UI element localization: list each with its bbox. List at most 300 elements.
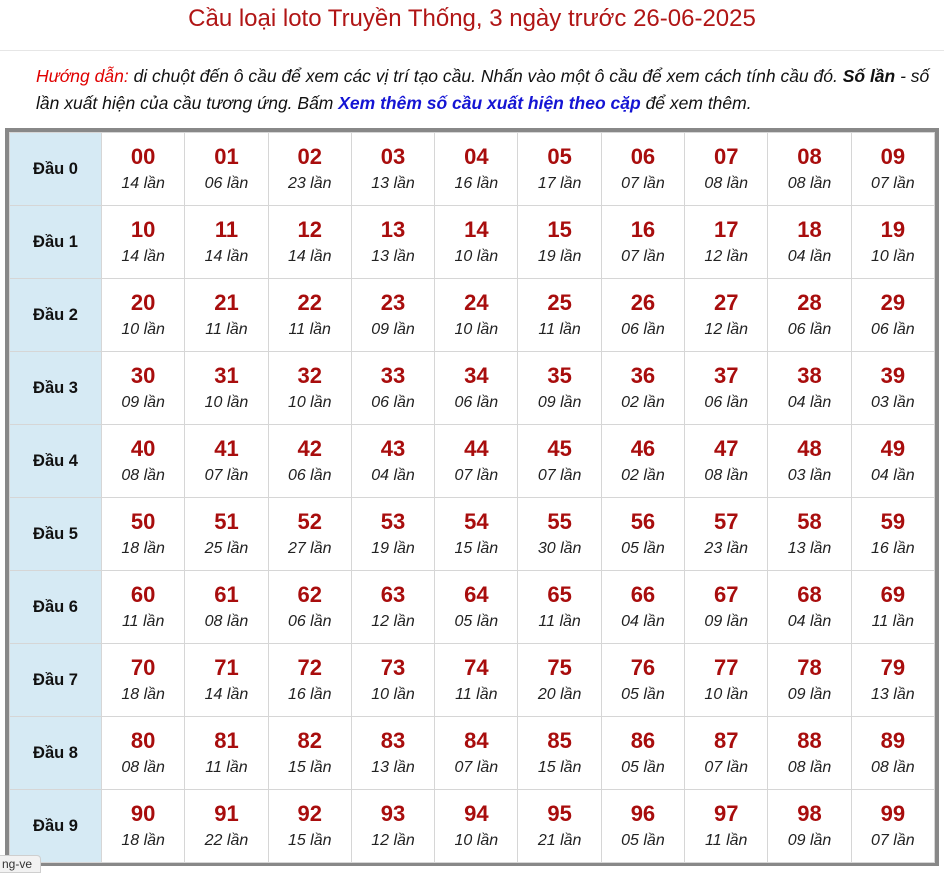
- occurrence-count: 12 lần: [371, 831, 415, 849]
- occurrence-count: 06 lần: [371, 393, 415, 411]
- loto-cell[interactable]: [768, 425, 851, 498]
- loto-cell[interactable]: [185, 790, 268, 863]
- occurrence-count: 10 lần: [287, 393, 332, 411]
- loto-number: 76: [630, 654, 656, 680]
- occurrence-count: 17 lần: [537, 174, 582, 192]
- loto-number: 82: [297, 727, 322, 753]
- occurrence-count: 09 lần: [537, 393, 582, 411]
- occurrence-count: 15 lần: [454, 539, 499, 557]
- loto-number: 08: [797, 143, 822, 169]
- loto-cell[interactable]: [185, 206, 268, 279]
- table-row: [10, 206, 935, 279]
- loto-number: 56: [630, 508, 656, 534]
- loto-cell[interactable]: [851, 425, 934, 498]
- loto-cell[interactable]: [851, 133, 934, 206]
- occurrence-count: 27 lần: [287, 539, 332, 557]
- loto-cell[interactable]: [768, 279, 851, 352]
- instructions-text-1: di chuột đến ô cầu để xem các vị trí tạo cầu. Nhấn vào một ô cầu để xem cách tính cầu đó.: [128, 66, 843, 86]
- loto-cell[interactable]: [102, 644, 185, 717]
- loto-cell[interactable]: [518, 133, 601, 206]
- loto-number: 60: [130, 581, 156, 607]
- loto-cell[interactable]: [268, 571, 351, 644]
- loto-cell[interactable]: [102, 571, 185, 644]
- occurrence-count: 13 lần: [871, 685, 915, 703]
- loto-number: 93: [380, 800, 406, 826]
- loto-number: 90: [130, 800, 156, 826]
- loto-cell[interactable]: [768, 644, 851, 717]
- occurrence-count: 11 lần: [538, 320, 581, 338]
- status-bar-url: ng-ve: [0, 855, 41, 873]
- occurrence-count: 19 lần: [371, 539, 415, 557]
- instructions-text-2: - số lần xuất hiện của cầu tương ứng. Bấm: [36, 66, 930, 113]
- loto-number: 34: [464, 362, 489, 388]
- loto-number: 61: [214, 581, 239, 607]
- occurrence-count: 18 lần: [121, 831, 165, 849]
- occurrence-count: 22 lần: [204, 831, 249, 849]
- loto-number: 09: [880, 143, 906, 169]
- loto-cell[interactable]: [185, 425, 268, 498]
- loto-cell[interactable]: [601, 279, 684, 352]
- loto-cell[interactable]: [351, 717, 434, 790]
- loto-cell[interactable]: [685, 425, 768, 498]
- occurrence-count: 16 lần: [287, 685, 332, 703]
- loto-number: 94: [464, 800, 489, 826]
- loto-cell[interactable]: [601, 352, 684, 425]
- occurrence-count: 06 lần: [787, 320, 832, 338]
- loto-number: 07: [713, 143, 739, 169]
- loto-number: 55: [547, 508, 572, 534]
- occurrence-count: 13 lần: [787, 539, 832, 557]
- occurrence-count: 08 lần: [121, 758, 165, 776]
- loto-cell[interactable]: [851, 571, 934, 644]
- occurrence-count: 07 lần: [204, 466, 249, 484]
- loto-cell[interactable]: [685, 644, 768, 717]
- occurrence-count: 11 lần: [455, 685, 498, 703]
- loto-cell[interactable]: [685, 133, 768, 206]
- loto-cell[interactable]: [268, 279, 351, 352]
- occurrence-count: 03 lần: [871, 393, 915, 411]
- table-row: [10, 717, 935, 790]
- loto-cell[interactable]: [685, 352, 768, 425]
- loto-number: 35: [547, 362, 572, 388]
- loto-number: 59: [880, 508, 906, 534]
- occurrence-count: 11 lần: [205, 758, 248, 776]
- loto-number: 72: [297, 654, 322, 680]
- occurrence-count: 07 lần: [871, 831, 915, 849]
- loto-number: 92: [297, 800, 322, 826]
- occurrence-count: 07 lần: [621, 247, 665, 265]
- loto-cell[interactable]: [185, 279, 268, 352]
- loto-number: 91: [214, 800, 239, 826]
- loto-cell[interactable]: [435, 425, 518, 498]
- loto-number: 33: [380, 362, 406, 388]
- loto-number: 22: [297, 289, 322, 315]
- occurrence-count: 11 lần: [205, 320, 248, 338]
- loto-number: 40: [130, 435, 156, 461]
- table-row: [10, 279, 935, 352]
- loto-number: 74: [464, 654, 489, 680]
- occurrence-count: 23 lần: [704, 539, 749, 557]
- loto-cell[interactable]: [268, 644, 351, 717]
- loto-cell[interactable]: [768, 352, 851, 425]
- occurrence-count: 14 lần: [121, 247, 165, 265]
- loto-cell[interactable]: [435, 498, 518, 571]
- table-row: [10, 644, 935, 717]
- loto-cell[interactable]: [268, 352, 351, 425]
- row-head-label: Đầu 7: [10, 644, 102, 717]
- loto-cell[interactable]: [601, 790, 684, 863]
- occurrence-count: 08 lần: [871, 758, 915, 776]
- occurrence-count: 05 lần: [621, 539, 665, 557]
- loto-number: 80: [130, 727, 156, 753]
- page-title: Cầu loại loto Truyền Thống, 3 ngày trước 26-06-2025: [188, 5, 756, 32]
- occurrence-count: 19 lần: [537, 247, 582, 265]
- loto-cell[interactable]: [435, 352, 518, 425]
- loto-cell[interactable]: [601, 498, 684, 571]
- loto-cell[interactable]: [518, 790, 601, 863]
- loto-cell[interactable]: [685, 717, 768, 790]
- loto-cell[interactable]: [268, 425, 351, 498]
- loto-cell[interactable]: [435, 790, 518, 863]
- occurrence-count: 10 lần: [454, 320, 499, 338]
- loto-number: 57: [713, 508, 739, 534]
- loto-number: 01: [214, 143, 239, 169]
- loto-cell[interactable]: [851, 717, 934, 790]
- loto-number: 47: [713, 435, 739, 461]
- occurrence-count: 18 lần: [121, 539, 165, 557]
- loto-number: 81: [214, 727, 239, 753]
- occurrence-count: 14 lần: [204, 685, 249, 703]
- loto-number: 70: [130, 654, 156, 680]
- loto-number: 69: [880, 581, 906, 607]
- table-row: [10, 133, 935, 206]
- loto-cell[interactable]: [768, 717, 851, 790]
- loto-number: 51: [214, 508, 239, 534]
- loto-cell[interactable]: [685, 498, 768, 571]
- loto-cell[interactable]: [601, 717, 684, 790]
- loto-cell[interactable]: [351, 790, 434, 863]
- loto-cell[interactable]: [435, 644, 518, 717]
- loto-cell[interactable]: [268, 717, 351, 790]
- loto-cell[interactable]: [351, 644, 434, 717]
- occurrence-count: 05 lần: [621, 758, 665, 776]
- occurrence-count: 07 lần: [537, 466, 582, 484]
- loto-cell[interactable]: [518, 717, 601, 790]
- occurrence-count: 02 lần: [621, 393, 665, 411]
- row-head-label: Đầu 4: [10, 425, 102, 498]
- loto-number: 16: [630, 216, 656, 242]
- occurrence-count: 08 lần: [704, 466, 749, 484]
- occurrence-count: 04 lần: [787, 247, 832, 265]
- row-head-label: Đầu 6: [10, 571, 102, 644]
- loto-number: 50: [130, 508, 156, 534]
- occurrence-count: 16 lần: [871, 539, 915, 557]
- occurrence-count: 04 lần: [787, 612, 832, 630]
- loto-cell[interactable]: [351, 571, 434, 644]
- loto-number: 30: [130, 362, 156, 388]
- occurrence-count: 06 lần: [704, 393, 749, 411]
- loto-cell[interactable]: [351, 498, 434, 571]
- loto-number: 19: [880, 216, 906, 242]
- loto-number: 86: [630, 727, 656, 753]
- loto-cell[interactable]: [768, 498, 851, 571]
- loto-cell[interactable]: [851, 644, 934, 717]
- loto-cell[interactable]: [435, 279, 518, 352]
- loto-number: 17: [713, 216, 739, 242]
- occurrence-count: 07 lần: [621, 174, 665, 192]
- occurrence-count: 05 lần: [621, 831, 665, 849]
- loto-cell[interactable]: [102, 790, 185, 863]
- loto-number: 20: [130, 289, 156, 315]
- loto-cell[interactable]: [102, 498, 185, 571]
- occurrence-count: 06 lần: [454, 393, 499, 411]
- occurrence-count: 09 lần: [371, 320, 415, 338]
- loto-number: 53: [380, 508, 406, 534]
- loto-cell[interactable]: [435, 206, 518, 279]
- loto-cell[interactable]: [435, 133, 518, 206]
- occurrence-count: 09 lần: [787, 831, 832, 849]
- loto-cell[interactable]: [685, 790, 768, 863]
- loto-number: 45: [547, 435, 572, 461]
- loto-cell[interactable]: [768, 571, 851, 644]
- loto-cell[interactable]: [102, 279, 185, 352]
- occurrence-count: 13 lần: [371, 758, 415, 776]
- occurrence-count: 06 lần: [621, 320, 665, 338]
- loto-number: 41: [214, 435, 239, 461]
- loto-cell[interactable]: [351, 133, 434, 206]
- occurrence-count: 10 lần: [121, 320, 165, 338]
- row-head-label: Đầu 3: [10, 352, 102, 425]
- loto-cell[interactable]: [685, 279, 768, 352]
- loto-cell[interactable]: [268, 206, 351, 279]
- occurrence-count: 15 lần: [537, 758, 582, 776]
- occurrence-count: 07 lần: [704, 758, 749, 776]
- loto-number: 12: [297, 216, 322, 242]
- loto-cell[interactable]: [518, 279, 601, 352]
- see-more-pairs-link[interactable]: Xem thêm số cầu xuất hiện theo cặp: [338, 93, 641, 113]
- loto-cell[interactable]: [351, 425, 434, 498]
- instructions-label: Hướng dẫn:: [36, 66, 129, 86]
- loto-number: 71: [214, 654, 239, 680]
- occurrence-count: 20 lần: [537, 685, 582, 703]
- loto-number: 79: [880, 654, 906, 680]
- occurrence-count: 08 lần: [204, 612, 249, 630]
- loto-cell[interactable]: [601, 571, 684, 644]
- loto-cell[interactable]: [685, 571, 768, 644]
- loto-cell[interactable]: [685, 206, 768, 279]
- loto-number: 99: [880, 800, 906, 826]
- loto-cell[interactable]: [435, 717, 518, 790]
- occurrence-count: 16 lần: [454, 174, 499, 192]
- loto-cell[interactable]: [185, 133, 268, 206]
- occurrence-count: 06 lần: [287, 466, 332, 484]
- loto-cell[interactable]: [102, 133, 185, 206]
- loto-number: 29: [880, 289, 906, 315]
- loto-number: 65: [547, 581, 572, 607]
- loto-number: 97: [713, 800, 739, 826]
- loto-number: 66: [630, 581, 656, 607]
- occurrence-count: 07 lần: [871, 174, 915, 192]
- occurrence-count: 10 lần: [704, 685, 749, 703]
- loto-number: 02: [297, 143, 322, 169]
- loto-number: 43: [380, 435, 406, 461]
- row-head-label: Đầu 5: [10, 498, 102, 571]
- loto-cell[interactable]: [102, 206, 185, 279]
- loto-number: 46: [630, 435, 656, 461]
- loto-number: 89: [880, 727, 906, 753]
- loto-cell[interactable]: [435, 571, 518, 644]
- loto-number: 26: [630, 289, 656, 315]
- loto-cell[interactable]: [102, 352, 185, 425]
- loto-cell[interactable]: [768, 133, 851, 206]
- loto-cell[interactable]: [518, 644, 601, 717]
- loto-number: 54: [464, 508, 489, 534]
- loto-number: 36: [630, 362, 656, 388]
- title-divider: [0, 50, 944, 51]
- loto-number: 64: [464, 581, 489, 607]
- instructions-text-3: để xem thêm.: [640, 93, 752, 113]
- occurrence-count: 09 lần: [787, 685, 832, 703]
- table-row: [10, 498, 935, 571]
- loto-number: 73: [380, 654, 406, 680]
- loto-number: 00: [130, 143, 156, 169]
- occurrence-count: 06 lần: [871, 320, 915, 338]
- occurrence-count: 18 lần: [121, 685, 165, 703]
- occurrence-count: 11 lần: [705, 831, 748, 849]
- loto-cell[interactable]: [102, 717, 185, 790]
- loto-cell[interactable]: [185, 717, 268, 790]
- occurrence-count: 07 lần: [454, 466, 499, 484]
- occurrence-count: 10 lần: [871, 247, 915, 265]
- loto-number: 28: [797, 289, 822, 315]
- loto-number: 27: [713, 289, 739, 315]
- loto-number: 31: [214, 362, 239, 388]
- occurrence-count: 13 lần: [371, 174, 415, 192]
- occurrence-count: 04 lần: [871, 466, 915, 484]
- occurrence-count: 06 lần: [204, 174, 249, 192]
- occurrence-count: 09 lần: [704, 612, 749, 630]
- loto-cell[interactable]: [185, 571, 268, 644]
- loto-number: 42: [297, 435, 322, 461]
- loto-cell[interactable]: [601, 425, 684, 498]
- loto-number: 44: [464, 435, 489, 461]
- occurrence-count: 03 lần: [787, 466, 832, 484]
- occurrence-count: 11 lần: [288, 320, 331, 338]
- loto-cell[interactable]: [518, 498, 601, 571]
- loto-number: 68: [797, 581, 822, 607]
- loto-cell[interactable]: [601, 206, 684, 279]
- occurrence-count: 04 lần: [371, 466, 415, 484]
- loto-cell[interactable]: [518, 571, 601, 644]
- row-head-label: Đầu 0: [10, 133, 102, 206]
- table-row: [10, 790, 935, 863]
- occurrence-count: 11 lần: [121, 612, 165, 630]
- loto-number: 67: [713, 581, 739, 607]
- loto-number: 58: [797, 508, 822, 534]
- loto-number: 63: [380, 581, 406, 607]
- loto-number: 87: [713, 727, 739, 753]
- loto-number: 24: [464, 289, 489, 315]
- loto-number: 13: [380, 216, 406, 242]
- occurrence-count: 10 lần: [454, 247, 499, 265]
- loto-cell[interactable]: [102, 425, 185, 498]
- loto-number: 75: [547, 654, 572, 680]
- occurrence-count: 09 lần: [121, 393, 165, 411]
- loto-cell[interactable]: [185, 498, 268, 571]
- loto-number: 25: [547, 289, 572, 315]
- loto-number: 38: [797, 362, 822, 388]
- loto-number: 78: [797, 654, 822, 680]
- loto-cell[interactable]: [351, 206, 434, 279]
- occurrence-count: 07 lần: [454, 758, 499, 776]
- loto-cell[interactable]: [518, 352, 601, 425]
- loto-number: 21: [214, 289, 239, 315]
- occurrence-count: 06 lần: [287, 612, 332, 630]
- loto-cell[interactable]: [185, 352, 268, 425]
- loto-number: 95: [547, 800, 572, 826]
- loto-number: 05: [547, 143, 572, 169]
- occurrence-count: 30 lần: [537, 539, 582, 557]
- instructions-bold-term: Số lần: [842, 66, 896, 86]
- loto-cell[interactable]: [851, 352, 934, 425]
- loto-number: 83: [380, 727, 406, 753]
- loto-cell[interactable]: [185, 644, 268, 717]
- loto-number: 04: [464, 143, 489, 169]
- row-head-label: Đầu 8: [10, 717, 102, 790]
- occurrence-count: 04 lần: [621, 612, 665, 630]
- occurrence-count: 25 lần: [204, 539, 249, 557]
- loto-table: [9, 132, 935, 863]
- loto-number: 77: [713, 654, 739, 680]
- loto-cell[interactable]: [268, 790, 351, 863]
- loto-cell[interactable]: [601, 644, 684, 717]
- loto-number: 52: [297, 508, 322, 534]
- occurrence-count: 14 lần: [121, 174, 165, 192]
- loto-cell[interactable]: [268, 498, 351, 571]
- loto-cell[interactable]: [518, 425, 601, 498]
- loto-number: 23: [380, 289, 406, 315]
- occurrence-count: 05 lần: [454, 612, 499, 630]
- loto-cell[interactable]: [351, 352, 434, 425]
- table-row: [10, 352, 935, 425]
- loto-cell[interactable]: [851, 790, 934, 863]
- occurrence-count: 15 lần: [287, 831, 332, 849]
- loto-cell[interactable]: [268, 133, 351, 206]
- loto-number: 48: [797, 435, 822, 461]
- loto-cell[interactable]: [518, 206, 601, 279]
- loto-cell[interactable]: [851, 498, 934, 571]
- loto-cell[interactable]: [768, 790, 851, 863]
- loto-number: 10: [130, 216, 156, 242]
- occurrence-count: 08 lần: [787, 174, 832, 192]
- loto-number: 15: [547, 216, 572, 242]
- loto-number: 84: [464, 727, 489, 753]
- loto-cell[interactable]: [601, 133, 684, 206]
- occurrence-count: 21 lần: [537, 831, 582, 849]
- occurrence-count: 10 lần: [454, 831, 499, 849]
- loto-number: 85: [547, 727, 572, 753]
- loto-number: 14: [464, 216, 489, 242]
- loto-cell[interactable]: [851, 279, 934, 352]
- occurrence-count: 11 lần: [871, 612, 915, 630]
- occurrence-count: 12 lần: [371, 612, 415, 630]
- loto-cell[interactable]: [768, 206, 851, 279]
- loto-cell[interactable]: [351, 279, 434, 352]
- occurrence-count: 08 lần: [704, 174, 749, 192]
- occurrence-count: 15 lần: [287, 758, 332, 776]
- occurrence-count: 12 lần: [704, 320, 749, 338]
- loto-cell[interactable]: [851, 206, 934, 279]
